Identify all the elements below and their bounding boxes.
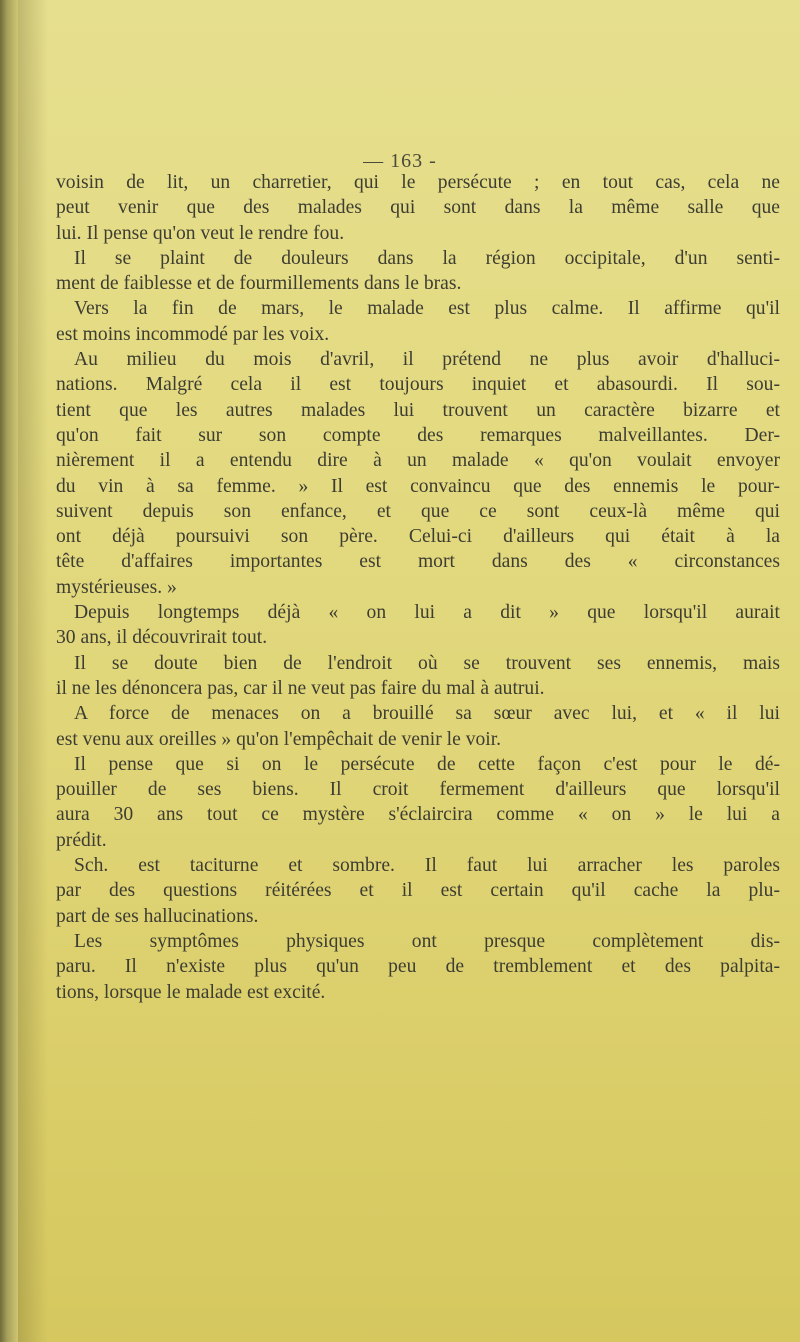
text-line: du vin à sa femme. » Il est convaincu que des ennemis le pour- bbox=[56, 475, 780, 497]
text-line: Il se doute bien de l'endroit où se trouvent ses ennemis, mais bbox=[74, 652, 780, 674]
text-line: lui. Il pense qu'on veut le rendre fou. bbox=[56, 222, 345, 244]
text-line: nièrement il a entendu dire à un malade « qu'on voulait envoyer bbox=[56, 450, 780, 472]
paragraph bbox=[56, 246, 780, 297]
text-line: est venu aux oreilles » qu'on l'empêchait de venir le voir. bbox=[56, 728, 502, 750]
page-number: — 163 - bbox=[363, 150, 437, 172]
text-line: paru. Il n'existe plus qu'un peu de tremblement et des palpita- bbox=[56, 956, 780, 978]
text-line: tient que les autres malades lui trouvent un caractère bizarre et bbox=[56, 399, 780, 421]
text-line: voisin de lit, un charretier, qui le persécute ; en tout cas, cela ne bbox=[56, 172, 780, 193]
text-line: aura 30 ans tout ce mystère s'éclaircira comme « on » le lui a bbox=[56, 804, 780, 826]
paragraph bbox=[56, 347, 780, 600]
text-line: Sch. est taciturne et sombre. Il faut lui arracher les paroles bbox=[74, 855, 780, 877]
text-line: par des questions réitérées et il est certain qu'il cache la plu- bbox=[56, 880, 780, 902]
paragraph bbox=[56, 170, 780, 246]
page-gutter-shadow bbox=[18, 0, 48, 1342]
text-line: Il se plaint de douleurs dans la région occipitale, d'un senti- bbox=[74, 247, 780, 269]
body-text bbox=[56, 170, 780, 1005]
text-line: Au milieu du mois d'avril, il prétend ne plus avoir d'halluci- bbox=[74, 349, 780, 371]
text-line: mystérieuses. » bbox=[56, 576, 177, 598]
text-line: il ne les dénoncera pas, car il ne veut pas faire du mal à autrui. bbox=[56, 677, 545, 699]
text-line: tions, lorsque le malade est excité. bbox=[56, 981, 326, 1003]
text-line: prédit. bbox=[56, 829, 107, 851]
paragraph bbox=[56, 701, 780, 752]
text-line: ont déjà poursuivi son père. Celui-ci d'ailleurs qui était à la bbox=[56, 526, 780, 548]
paragraph bbox=[56, 296, 780, 347]
text-line: nations. Malgré cela il est toujours inquiet et abasourdi. Il sou- bbox=[56, 374, 780, 396]
text-line: Il pense que si on le persécute de cette façon c'est pour le dé- bbox=[74, 753, 780, 775]
text-line: peut venir que des malades qui sont dans la même salle que bbox=[56, 197, 780, 219]
paragraph bbox=[56, 651, 780, 702]
text-line: ment de faiblesse et de fourmillements dans le bras. bbox=[56, 273, 462, 295]
text-line: tête d'affaires importantes est mort dans des « circonstances bbox=[56, 551, 780, 573]
page-binding-edge bbox=[0, 0, 18, 1342]
text-line: est moins incommodé par les voix. bbox=[56, 323, 330, 345]
paragraph bbox=[56, 853, 780, 929]
paragraph bbox=[56, 752, 780, 853]
text-line: 30 ans, il découvrirait tout. bbox=[56, 627, 268, 649]
paragraph bbox=[56, 929, 780, 1005]
text-line: Vers la fin de mars, le malade est plus calme. Il affirme qu'il bbox=[74, 298, 780, 320]
text-line: Depuis longtemps déjà « on lui a dit » que lorsqu'il aurait bbox=[74, 602, 780, 624]
text-line: part de ses hallucinations. bbox=[56, 905, 259, 927]
text-line: qu'on fait sur son compte des remarques malveillantes. Der- bbox=[56, 424, 780, 446]
text-line: suivent depuis son enfance, et que ce sont ceux-là même qui bbox=[56, 500, 780, 522]
text-line: Les symptômes physiques ont presque complètement dis- bbox=[74, 930, 780, 952]
text-line: A force de menaces on a brouillé sa sœur avec lui, et « il lui bbox=[74, 703, 780, 725]
text-line: pouiller de ses biens. Il croit fermement d'ailleurs que lorsqu'il bbox=[56, 779, 780, 801]
paragraph bbox=[56, 600, 780, 651]
